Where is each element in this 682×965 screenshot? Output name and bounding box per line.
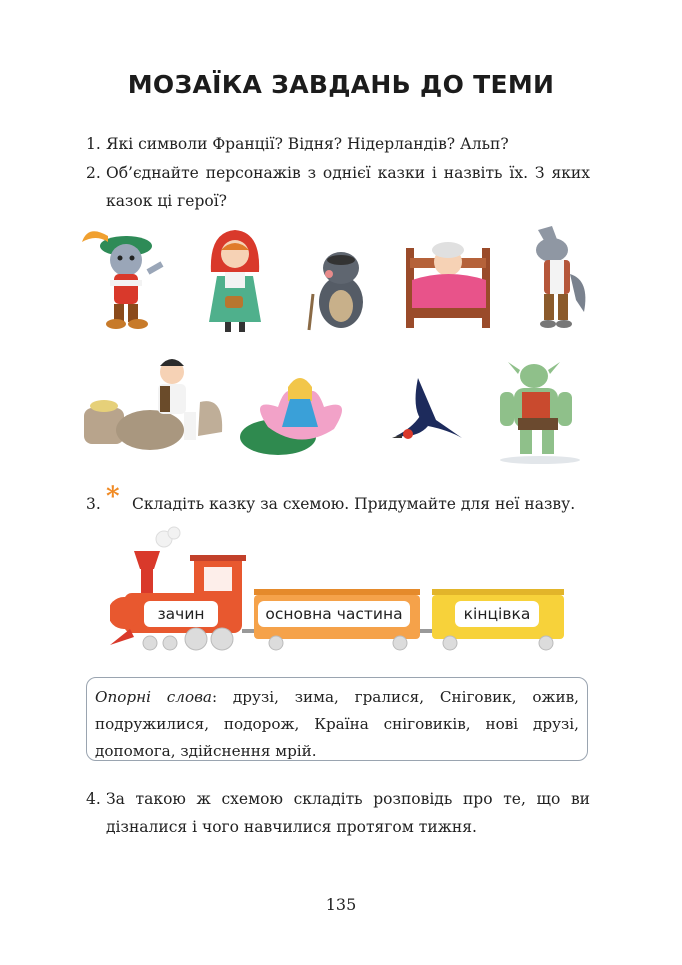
task-text: Які символи Франції? Відня? Нідерландів? Альп? — [106, 135, 509, 153]
reference-words-label: Опорні слова — [95, 688, 212, 706]
task-number: 1. — [86, 135, 101, 153]
train-car-label-ending: кінцівка — [455, 601, 539, 627]
swallow-illustration — [388, 376, 466, 450]
page-number: 135 — [325, 895, 357, 914]
task-number: 4. — [86, 790, 101, 808]
wolf-illustration — [524, 220, 594, 334]
task-number: 2. — [86, 164, 101, 182]
task-text: Об’єднайте персонажів з однієї казки і назвіть їх. З яких казок ці герої? — [106, 164, 590, 210]
reference-words-box — [86, 677, 588, 761]
thumbelina-illustration — [238, 367, 364, 463]
task-number: 3. — [86, 495, 101, 513]
red-riding-hood-illustration — [203, 226, 267, 334]
creative-task-star-icon: * — [106, 482, 120, 512]
ogre-illustration — [494, 360, 586, 464]
page-title: МОЗАЇКА ЗАВДАНЬ ДО ТЕМИ — [127, 70, 555, 99]
reference-words-text: : друзі, зима, гралися, Сніговик, ожив, подружилися, подорож, Країна сніговиків, нові друзі, допомога, здійснення мрій. — [95, 688, 579, 760]
task-text: Складіть казку за схемою. Придумайте для неї назву. — [132, 495, 576, 513]
grandmother-in-bed-illustration — [402, 232, 494, 332]
story-scheme-train — [110, 525, 570, 655]
millers-son-illustration — [84, 352, 228, 452]
task-text: За такою ж схемою складіть розповідь про те, що ви дізналися і чого навчилися протягом тижня. — [106, 790, 590, 836]
train-car-label-beginning: зачин — [144, 601, 218, 627]
puss-in-boots-illustration — [78, 222, 170, 334]
train-car-label-main-part: основна частина — [258, 601, 410, 627]
mole-illustration — [303, 244, 369, 332]
